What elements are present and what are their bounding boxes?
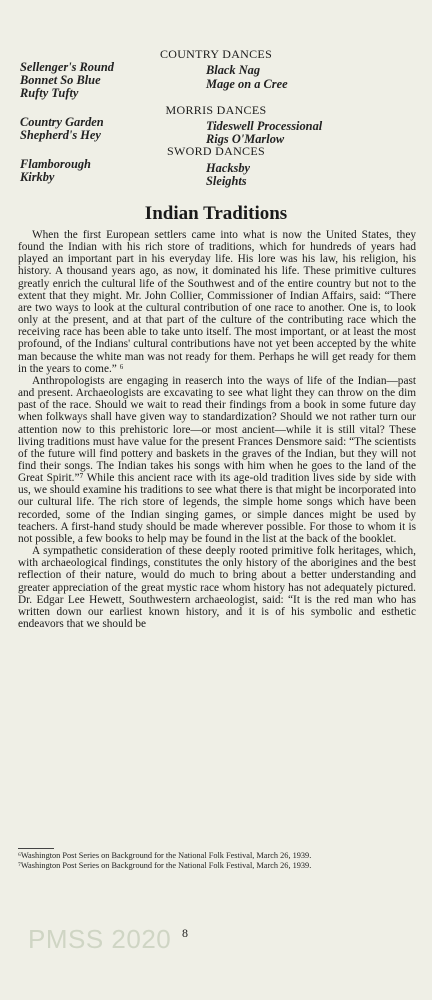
country-dances-heading: COUNTRY DANCES bbox=[159, 47, 273, 61]
dance-item: Rufty Tufty bbox=[20, 86, 79, 100]
footnote: ⁷Washington Post Series on Background for the National Folk Festival, March 26, 1939. bbox=[18, 861, 312, 870]
paragraph: Anthropologists are engaging in reaserch into the ways of life of the Indian—past and present. Archaeologists are excavating to see what light they can throw on the dim past of the race. Should we wait to read their findings from a book in some future day when folkways shall have given way to standardization? Should we not rather turn our attention now to this prehistoric lore—or most ancient—while it is still vital? These living traditions must have value for the present Frances Densmore said: “The scientists of the future will find pottery and baskets in the graves of the Indian, but they will not find their songs. The Indian takes his songs with him when he goes to the land of the Great Spirit.”⁷ While this ancient race with its age-old tradition lives side by side with us, we should examine his traditions to see what there is that might be incorporated into our cultural life. The rich store of legends, the simple home songs which have been recorded, some of the Indian singing games, or simple dances might be used by teachers. A first-hand study should be made wherever possible. For those to whom it is not possible, a few books to help may be found in the list at the back of the booklet. bbox=[18, 374, 416, 545]
dance-item: Flamborough bbox=[20, 157, 91, 171]
dance-item: Sleights bbox=[206, 174, 247, 188]
footnote-divider bbox=[18, 848, 54, 849]
footnotes bbox=[18, 851, 416, 871]
dance-item: Rigs O'Marlow bbox=[206, 132, 285, 146]
dance-item: Sellenger's Round bbox=[20, 60, 114, 74]
section-title: Indian Traditions bbox=[144, 203, 288, 224]
dance-item: Black Nag bbox=[206, 63, 261, 77]
dance-item: Shepherd's Hey bbox=[20, 128, 101, 142]
page-number: 8 bbox=[182, 926, 188, 940]
sword-dances-heading: SWORD DANCES bbox=[167, 144, 265, 158]
paragraph: When the first European settlers came into what is now the United States, they found the Indian with his rich store of traditions, which for hundreds of years had played an important part in his everyday life. His lore was his law, his religion, his history. A thousand years ago, as now, it dominated his life. These primitive cultures greatly enrich the cultural life of the Southwest and of the entire country but not to the extent that they might. Mr. John Collier, Commissioner of Indian Affairs, said: “There are two ways to look at the cultural contribution of one race to another. One is, to look only at the present, and at that part of the culture of the contributing race which the receiving race has been able to take unto itself. The most important, or at least the most profound, of the Indians' cultural contributions have not yet been accepted by the white man because the white man was not ready for them. Perhaps he will get ready for them in the years to come.” ⁶ bbox=[18, 229, 416, 375]
dance-item: Country Garden bbox=[20, 115, 104, 129]
body-text bbox=[18, 229, 416, 630]
dance-item: Mage on a Cree bbox=[206, 77, 288, 91]
dance-item: Kirkby bbox=[20, 170, 55, 184]
archive-watermark: PMSS 2020 bbox=[28, 924, 172, 954]
footnote: ⁶Washington Post Series on Background for the National Folk Festival, March 26, 1939. bbox=[18, 851, 312, 860]
paragraph: A sympathetic consideration of these deeply rooted primitive folk heritages, which, with archaeological findings, constitutes the only history of the aborigines and the best reflection of their nature, would do much to bring about a better understanding and greater appreciation of the great mystic race whom history has not adequately pictured. Dr. Edgar Lee Hewett, Southwestern archaeologist, said: “It is the red man who has written down our earliest known history, and it is of his symbolic and esthetic endeavors that we should be bbox=[18, 545, 416, 630]
dance-item: Bonnet So Blue bbox=[20, 73, 101, 87]
dance-item: Tideswell Processional bbox=[206, 119, 323, 133]
dance-item: Hacksby bbox=[206, 161, 251, 175]
morris-dances-heading: MORRIS DANCES bbox=[165, 103, 267, 117]
